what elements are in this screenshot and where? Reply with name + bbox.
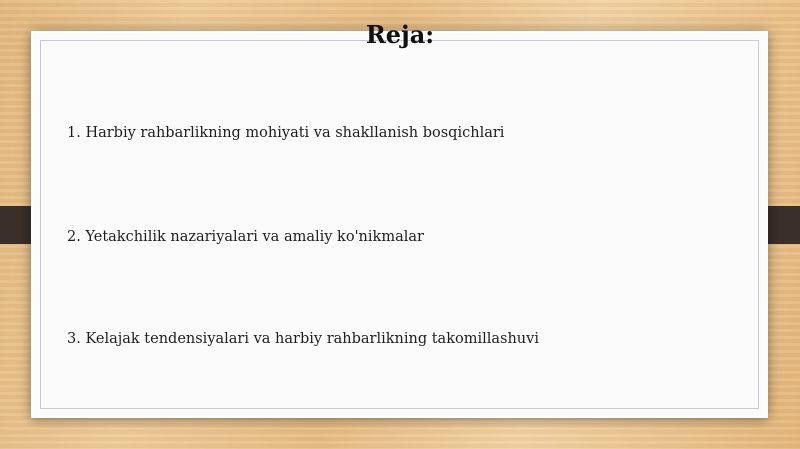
plan-item-2: 2. Yetakchilik nazariyalari va amaliy ko'nikmalar <box>67 229 424 245</box>
plan-item-1: 1. Harbiy rahbarlikning mohiyati va shakllanish bosqichlari <box>67 125 505 141</box>
plan-item-3: 3. Kelajak tendensiyalari va harbiy rahbarlikning takomillashuvi <box>67 331 539 347</box>
slide-title: Reja: <box>365 20 435 49</box>
paper-card <box>31 31 768 418</box>
paper-inner-border <box>40 40 759 409</box>
